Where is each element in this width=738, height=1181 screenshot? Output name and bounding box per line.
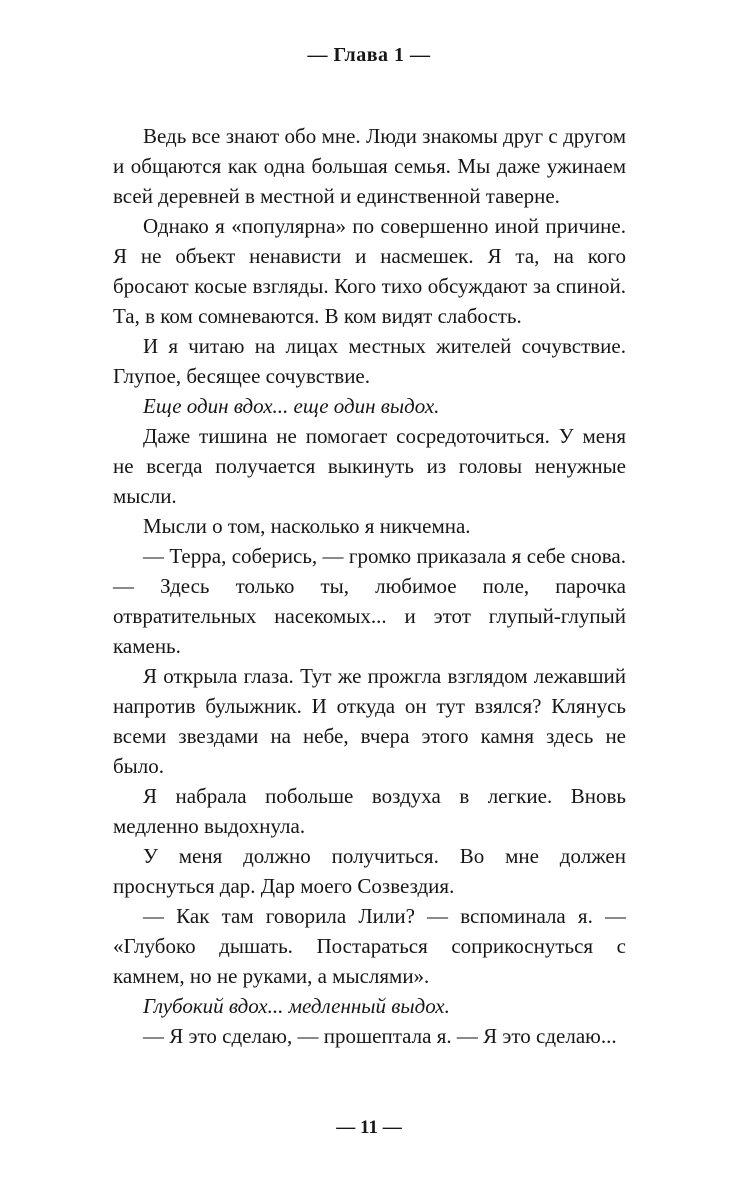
paragraph: — Я это сделаю, — прошептала я. — Я это сделаю... — [143, 1024, 617, 1048]
page-content — [113, 121, 626, 1051]
paragraph: — Терра, соберись, — громко приказала я себе снова. — Здесь только ты, любимое поле, парочка отвратительных насекомых... и этот глупый-глупый камень. — [113, 544, 626, 658]
paragraph-italic: Глубокий вдох... медленный выдох. — [143, 994, 450, 1018]
paragraph: Ведь все знают обо мне. Люди знакомы друг с другом и общаются как одна большая семья. Мы даже ужинаем всей деревней в местной и единственной таверне. — [113, 124, 626, 208]
paragraph: Я открыла глаза. Тут же прожгла взглядом лежавший напротив булыжник. И откуда он тут взялся? Клянусь всеми звездами на небе, вчера этого камня здесь не было. — [113, 664, 626, 778]
paragraph: И я читаю на лицах местных жителей сочувствие. Глупое, бесящее сочувствие. — [113, 334, 626, 388]
paragraph: У меня должно получиться. Во мне должен проснуться дар. Дар моего Созвездия. — [113, 844, 626, 898]
paragraph: — Как там говорила Лили? — вспоминала я. — «Глубоко дышать. Постараться соприкоснуться с камнем, но не руками, а мыслями». — [113, 904, 626, 988]
paragraph: Однако я «популярна» по совершенно иной причине. Я не объект ненависти и насмешек. Я та, на кого бросают косые взгляды. Кого тихо обсуждают за спиной. Та, в ком сомневаются. В ком видят слабость. — [113, 214, 626, 328]
paragraph: Даже тишина не помогает сосредоточиться. У меня не всегда получается выкинуть из головы ненужные мысли. — [113, 424, 626, 508]
paragraph-italic: Еще один вдох... еще один выдох. — [143, 394, 440, 418]
paragraph: Мысли о том, насколько я никчемна. — [143, 514, 471, 538]
chapter-heading: — Глава 1 — — [307, 44, 431, 66]
page-number: — 11 — — [336, 1117, 402, 1138]
paragraph: Я набрала побольше воздуха в легкие. Вновь медленно выдохнула. — [113, 784, 626, 838]
